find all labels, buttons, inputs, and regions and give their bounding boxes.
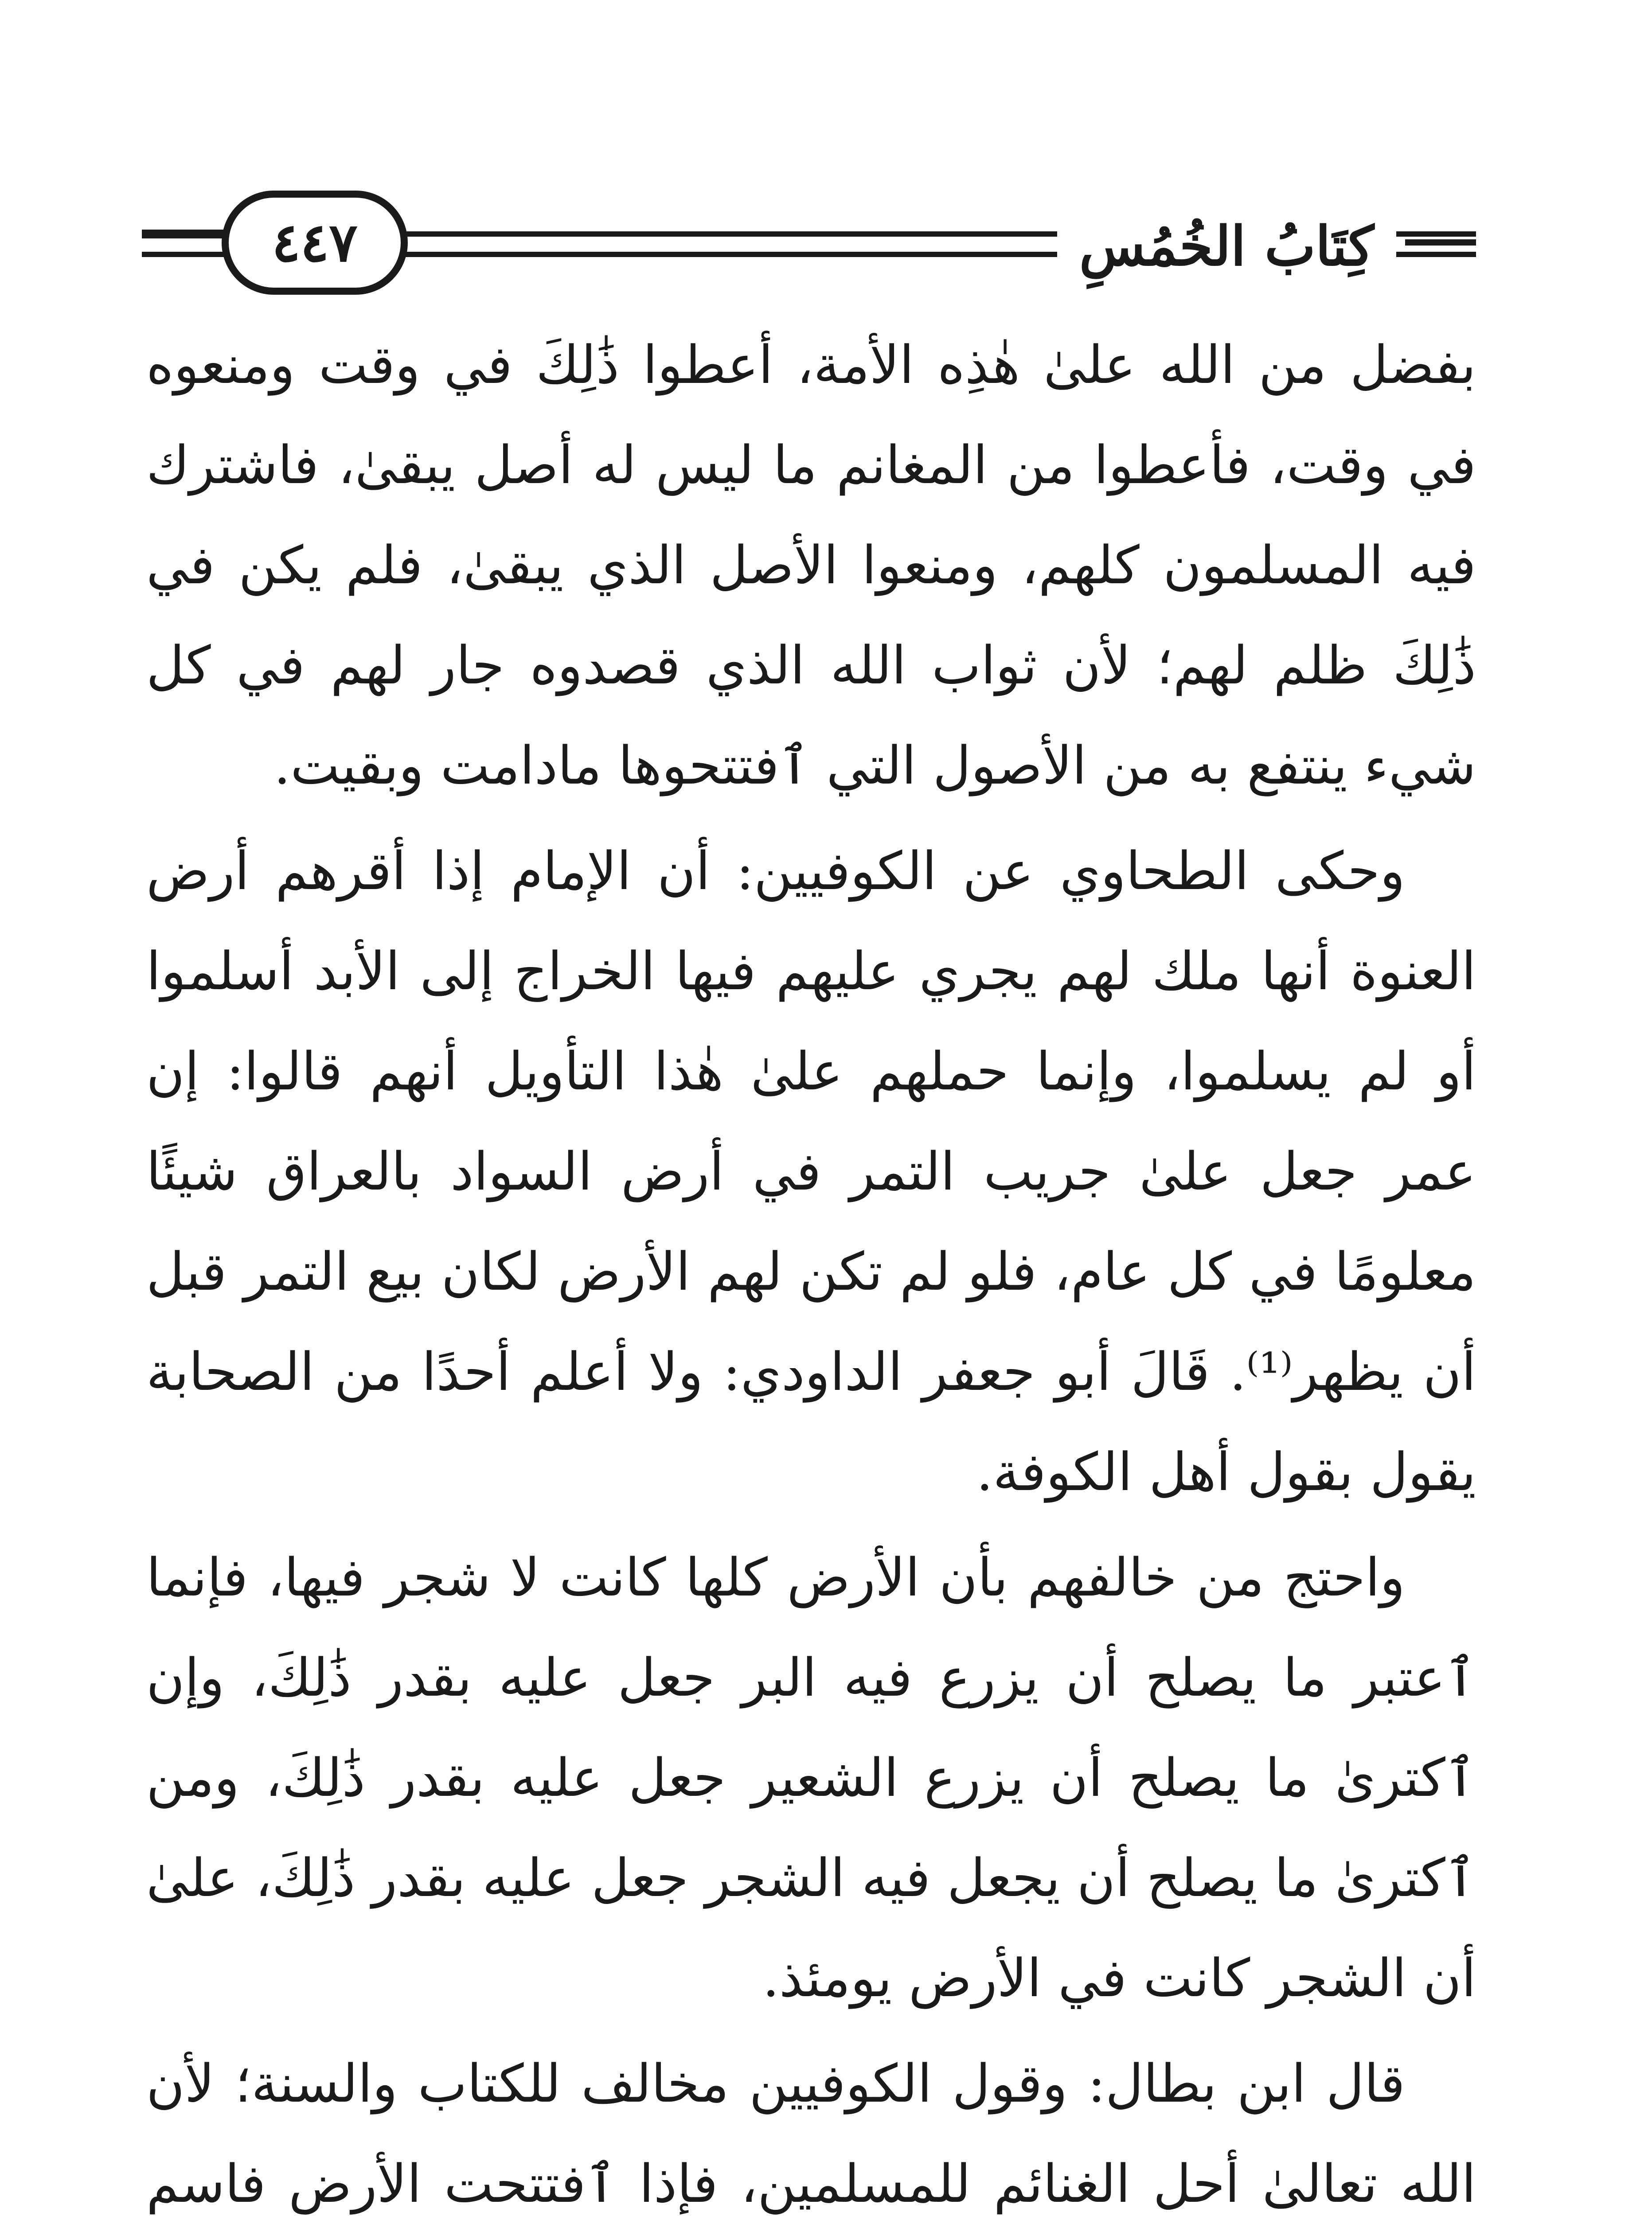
book-title: كِتَابُ الخُمُسِ bbox=[1057, 204, 1396, 288]
main-text bbox=[146, 315, 1476, 2216]
header-rule-end-right bbox=[1405, 239, 1476, 246]
header-rule-end-left bbox=[142, 230, 230, 238]
running-header bbox=[142, 191, 1476, 297]
page-number: ٤٤٧ bbox=[272, 211, 358, 274]
paragraph-4: قال ابن بطال: وقول الكوفيين مخالف للكتاب والسنة؛ لأن الله تعالىٰ أحل الغنائم للمسلمين، فإذا ٱفتتحت الأرض فاسم bbox=[146, 2053, 1476, 2214]
paragraph-1: بفضل من الله علىٰ هٰذِه الأمة، أعطوا ذَٰلِكَ في وقت ومنعوه في وقت، فأعطوا من المغانم ما ليس له أصل يبقىٰ، فاشترك فيه المسلمون كلهم، ومنعوا الأصل الذي يبقىٰ، فلم يكن في ذَٰلِكَ ظلم لهم؛ لأن ثواب الله الذي قصدوه جار لهم في كل شيء ينتفع به من الأصول التي ٱفتتحوها مادامت وبقيت. bbox=[146, 334, 1476, 796]
page-number-badge bbox=[222, 191, 408, 295]
paragraph-2: وحكى الطحاوي عن الكوفيين: أن الإمام إذا أقرهم أرض العنوة أنها ملك لهم يجري عليهم فيها الخراج إلى الأبد أسلموا أو لم يسلموا، وإنما حملهم علىٰ هٰذا التأويل أنهم قالوا: إن عمر جعل علىٰ جريب التمر في أرض السواد بالعراق شيئًا معلومًا في كل عام، فلو لم تكن لهم الأرض لكان بيع التمر قبل أن يظهر⁽¹⁾. قَالَ أبو جعفر الداودي: ولا أعلم أحدًا من الصحابة يقول بقول أهل الكوفة. bbox=[146, 840, 1476, 1502]
paragraph-3: واحتج من خالفهم بأن الأرض كلها كانت لا شجر فيها، فإنما ٱعتبر ما يصلح أن يزرع فيه البر جعل عليه بقدر ذَٰلِكَ، وإن ٱكترىٰ ما يصلح أن يزرع الشعير جعل عليه بقدر ذَٰلِكَ، ومن ٱكترىٰ ما يصلح أن يجعل فيه الشجر جعل عليه بقدر ذَٰلِكَ، علىٰ أن الشجر كانت في الأرض يومئذ. bbox=[146, 1547, 1476, 2009]
